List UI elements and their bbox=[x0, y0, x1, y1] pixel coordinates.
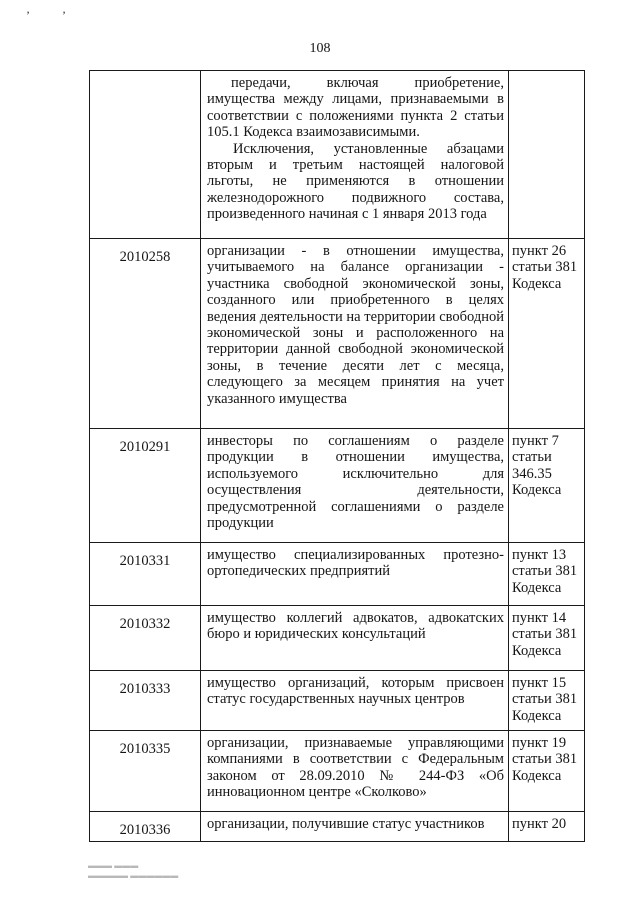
faint-stamp-line: ▬▬▬▬▬ ▬▬▬▬▬▬ bbox=[88, 871, 179, 880]
table-row bbox=[90, 731, 585, 812]
page-number: 108 bbox=[309, 41, 331, 56]
reference-cell: пункт 7 статьи 346.35 Кодекса bbox=[509, 429, 585, 543]
table-row bbox=[90, 606, 585, 671]
description-cell bbox=[201, 71, 509, 239]
reference-cell: пункт 19 статьи 381 Кодекса bbox=[509, 731, 585, 812]
code-cell: 2010291 bbox=[90, 429, 201, 543]
description-paragraph: Исключения, установленные абзацами вторым и третьим настоящей налоговой льготы, не применяются в отношении железнодорожного подвижного состава, произведенного начиная с 1 января 2013 года bbox=[207, 140, 504, 223]
description-paragraph: организации - в отношении имущества, учитываемого на балансе организации - участника свободной экономической зоны, созданного или приобретенного в целях ведения деятельности на территории свободной экономической зоны и расположенного на территории данной свободной экономической зоны, в течение десяти лет с месяца, следующего за месяцем принятия на учет указанного имущества bbox=[207, 243, 504, 407]
description-paragraph: организации, получившие статус участников bbox=[207, 816, 485, 832]
table-row bbox=[90, 543, 585, 606]
code-cell bbox=[90, 71, 201, 239]
description-paragraph: организации, признаваемые управляющими компаниями в соответствии с Федеральным законом от 28.09.2010 № 244-ФЗ «Об инновационном центре «Сколково» bbox=[207, 735, 504, 801]
code-cell: 2010333 bbox=[90, 671, 201, 731]
code-cell: 2010258 bbox=[90, 239, 201, 429]
faint-stamp-line: ▬▬▬ ▬▬▬ bbox=[88, 861, 139, 870]
tax-benefit-table bbox=[89, 70, 585, 842]
description-cell bbox=[201, 812, 509, 842]
code-cell: 2010336 bbox=[90, 812, 201, 842]
description-paragraph: передачи, включая приобретение, имущества между лицами, признаваемыми в соответствии с положениями пункта 2 статьи 105.1 Кодекса взаимозависимыми. bbox=[207, 75, 504, 141]
description-paragraph: имущество организаций, которым присвоен статус государственных научных центров bbox=[207, 675, 504, 708]
reference-cell: пункт 13 статьи 381 Кодекса bbox=[509, 543, 585, 606]
table-row bbox=[90, 671, 585, 731]
description-cell bbox=[201, 543, 509, 606]
description-paragraph: имущество коллегий адвокатов, адвокатских бюро и юридических консультаций bbox=[207, 610, 504, 643]
description-cell bbox=[201, 731, 509, 812]
reference-cell: пункт 14 статьи 381 Кодекса bbox=[509, 606, 585, 671]
code-cell: 2010335 bbox=[90, 731, 201, 812]
scan-mark-right: ’ bbox=[62, 8, 66, 22]
table-row bbox=[90, 71, 585, 239]
description-paragraph: инвесторы по соглашениям о разделе продукции в отношении имущества, используемого исключительно для осуществления деятельности, предусмотренной соглашениями о разделе продукции bbox=[207, 433, 504, 532]
description-cell bbox=[201, 606, 509, 671]
code-cell: 2010331 bbox=[90, 543, 201, 606]
description-cell bbox=[201, 239, 509, 429]
table-row bbox=[90, 812, 585, 842]
description-cell bbox=[201, 429, 509, 543]
reference-cell: пункт 20 bbox=[509, 812, 585, 842]
description-paragraph: имущество специализированных протезно-ортопедических предприятий bbox=[207, 547, 504, 580]
table-row bbox=[90, 429, 585, 543]
reference-cell: пункт 26 статьи 381 Кодекса bbox=[509, 239, 585, 429]
description-cell bbox=[201, 671, 509, 731]
table-row bbox=[90, 239, 585, 429]
code-cell: 2010332 bbox=[90, 606, 201, 671]
reference-cell bbox=[509, 71, 585, 239]
reference-cell: пункт 15 статьи 381 Кодекса bbox=[509, 671, 585, 731]
scan-mark-left: ’ bbox=[26, 8, 30, 22]
faint-footer-stamp bbox=[88, 861, 178, 881]
